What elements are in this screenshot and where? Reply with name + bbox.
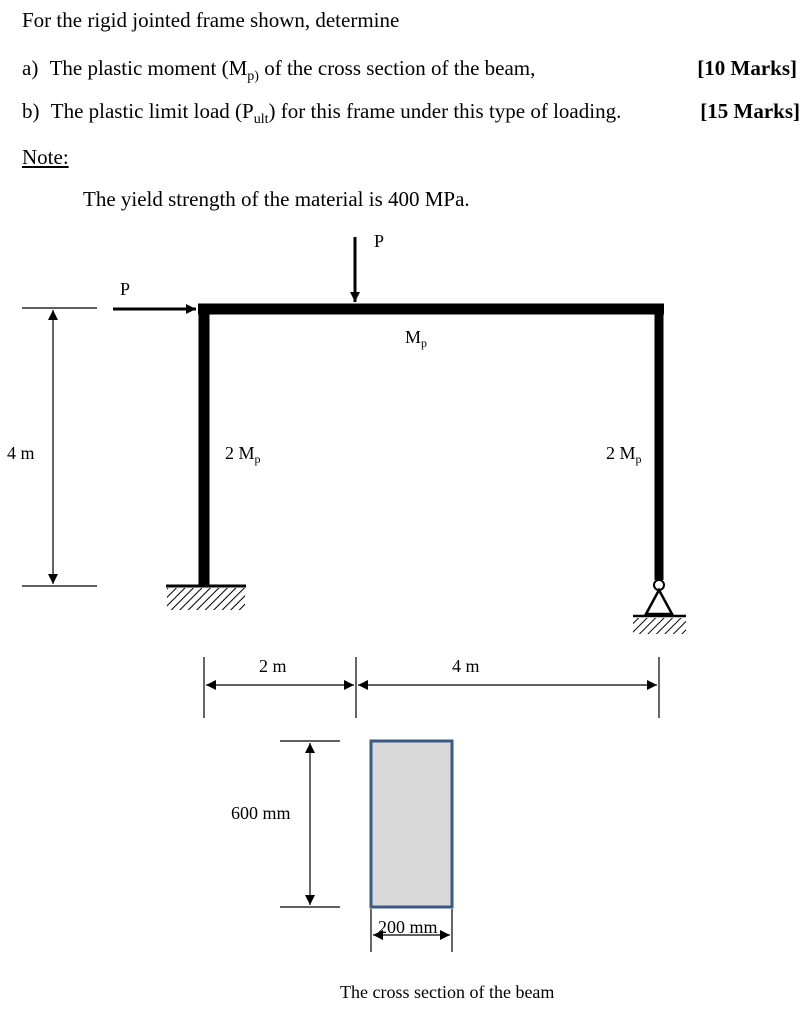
- part-a-subscript: p): [247, 69, 259, 85]
- left-column-moment-label: 2 $M_p$: [225, 443, 261, 466]
- part-a-text-before: The plastic moment (M: [49, 56, 248, 80]
- part-b-text-after: ) for this frame under this type of loading.: [268, 99, 622, 123]
- intro-text: For the rigid jointed frame shown, determine: [22, 8, 400, 32]
- span-left-label: 2 m: [259, 656, 287, 676]
- span-right-label: 4 m: [452, 656, 480, 676]
- part-b-subscript: ult: [253, 112, 269, 128]
- part-a-label: a): [22, 56, 39, 80]
- height-dimension-label: 4 m: [7, 443, 35, 463]
- cross-section-caption: The cross section of the beam: [340, 982, 555, 1002]
- beam-moment-label: $M_p$: [405, 327, 428, 350]
- section-height-label: 600 mm: [231, 803, 291, 823]
- part-b-label: b): [22, 99, 40, 123]
- pin-support: [633, 580, 686, 634]
- horizontal-load-label: P: [120, 279, 131, 299]
- fixed-support: [166, 586, 246, 610]
- part-a-marks: [10 Marks]: [697, 56, 797, 80]
- part-b-text-before: The plastic limit load (P: [50, 99, 254, 123]
- right-column-moment-label: 2 $M_p$: [606, 443, 642, 466]
- note-label: Note:: [22, 145, 69, 169]
- section-width-label: 200 mm: [378, 917, 438, 937]
- part-a-text-after: of the cross section of the beam,: [258, 56, 536, 80]
- note-text: The yield strength of the material is 400 MPa.: [83, 187, 470, 211]
- cross-section-rect: [371, 741, 452, 907]
- section-height-dimension: [280, 741, 340, 907]
- part-b-marks: [15 Marks]: [700, 99, 800, 123]
- vertical-load-label: P: [374, 231, 385, 251]
